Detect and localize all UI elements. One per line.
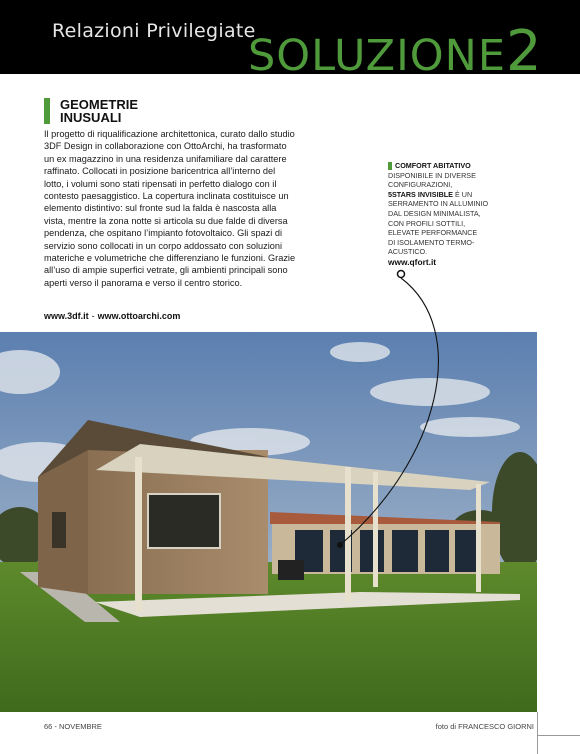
article-links — [44, 311, 180, 321]
title-number: 2 — [506, 19, 543, 84]
callout-product: 5STARS INVISIBLE — [388, 189, 453, 199]
house-photo — [0, 332, 537, 712]
trim-mark — [537, 712, 538, 754]
leader-start-dot — [398, 271, 405, 278]
link-separator: - — [91, 311, 95, 321]
magazine-header — [0, 0, 580, 84]
callout-line: DI ISOLAMENTO TERMO- — [388, 237, 475, 247]
section-label: Relazioni Privilegiate — [52, 20, 256, 42]
trim-mark — [537, 735, 580, 736]
product-callout — [388, 161, 520, 268]
callout-line: ELEVATE PERFORMANCE — [388, 228, 478, 238]
callout-line: ACUSTICO. — [388, 247, 428, 257]
page-label: 66 - NOVEMBRE — [44, 722, 102, 731]
callout-line: SERRAMENTO IN ALLUMINIO — [388, 199, 489, 209]
callout-line: CON PROFILI SOTTILI, — [388, 218, 466, 228]
callout-marker — [388, 162, 392, 170]
outdoor-furniture — [278, 560, 304, 580]
side-window — [52, 512, 66, 548]
title-word: SOLUZIONE — [248, 31, 506, 81]
callout-website[interactable]: www.qfort.it — [388, 256, 437, 267]
article-heading-line-1: GEOMETRIE — [60, 97, 139, 112]
link-3df[interactable]: www.3df.it — [44, 311, 89, 321]
callout-line: 5STARS INVISIBLE È UN — [388, 189, 473, 199]
section-title — [248, 19, 543, 84]
callout-line: CONFIGURAZIONI, — [388, 180, 453, 190]
callout-title: COMFORT ABITATIVO — [388, 161, 520, 171]
callout-line: DAL DESIGN MINIMALISTA, — [388, 208, 481, 218]
article-body: Il progetto di riqualificazione architettonica, curato dallo studio 3DF Design in collaborazione con OttoArchi, ha trasformato un ex magazzino in una residenza unifamiliare dal carattere raffinato. Collocati in posizione baricentrica all’interno del lotto, i volumi sono stati ripensati in perfetto dialogo con il contesto paesaggistico. La copertura inclinata costituisce un elemento distintivo: sul fronte sud la falda è nascosta alla vista, mentre la zona notte si articola su due falde di diversa pendenza, che ospitano l’impianto fotovoltaico. Gli spazi di servizio sono collocati in un corpo addossato con soluzioni materiche e volumetriche che differenziano le funzioni. Grazie all’uso di ampie superfici vetrate, gli ambienti principali sono aperti verso il panorama e verso il centro storico. — [44, 129, 296, 288]
house-illustration — [0, 332, 537, 712]
house-window — [148, 494, 220, 548]
article-heading — [44, 98, 138, 124]
photo-credit: foto di FRANCESCO GIORNI — [435, 722, 534, 731]
link-ottoarchi[interactable]: www.ottoarchi.com — [97, 311, 181, 321]
article-heading-line-2: INUSUALI — [60, 110, 122, 125]
callout-line: DISPONIBILE IN DIVERSE — [388, 170, 476, 180]
